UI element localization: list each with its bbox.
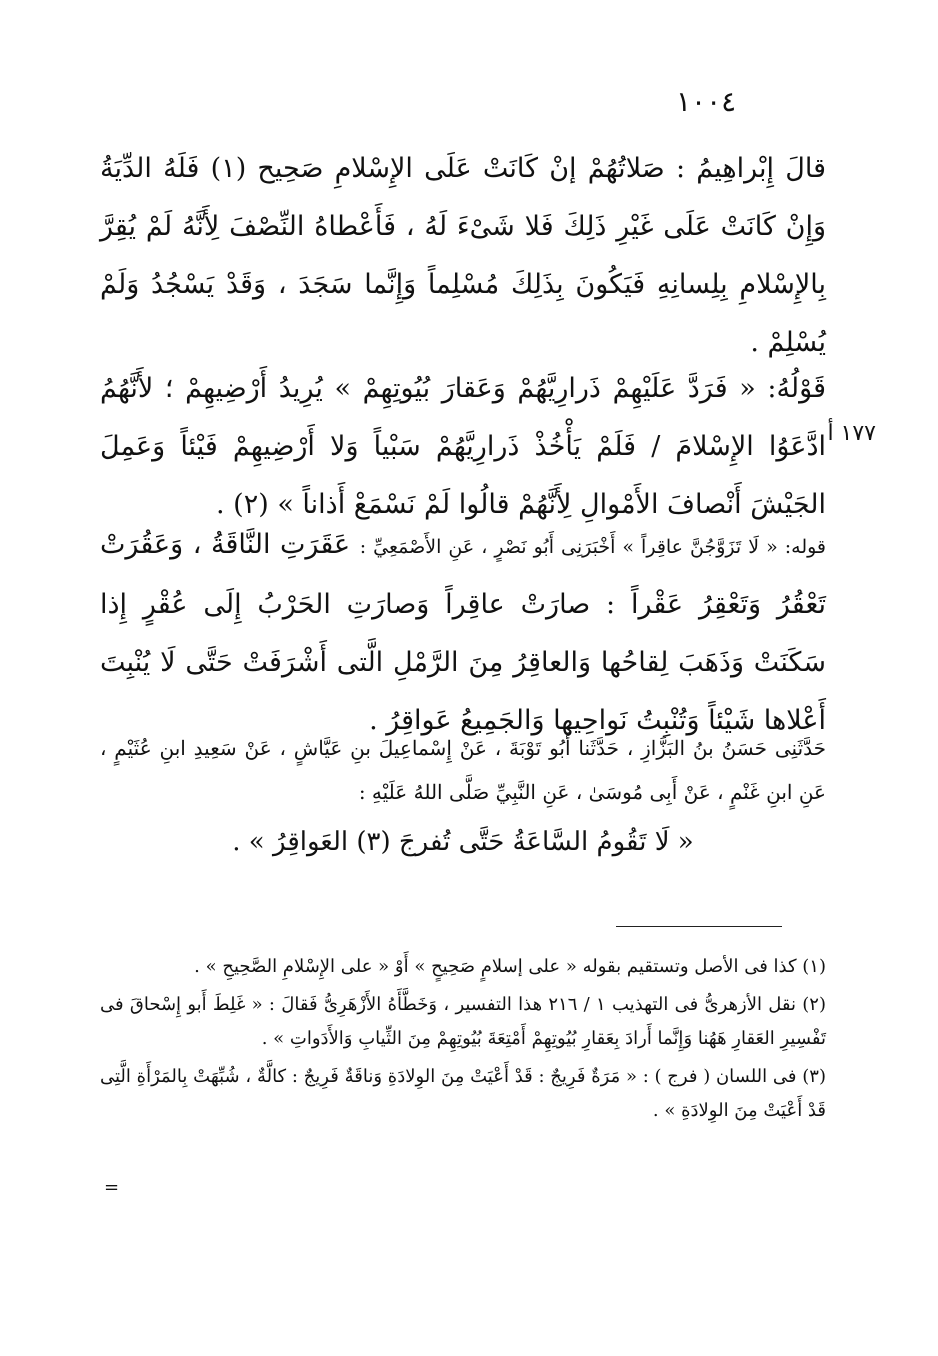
footnote-separator	[616, 926, 782, 927]
footnote-2: (٢) نقل الأزهرىُّ فى التهذيب ١ / ٢١٦ هذا التفسير ، وَخَطَّأَهُ الأَزْهَرِىُّ فَقالَ : « غَلِطَ أَبو إِسْحاقَ فى تَفْسِيرِ العَقارِ هَهُنا وَإِنَّما أَرادَ بِعَقارِ بُيُوتِهِمْ أَمْتِعَةَ بُيُوتِهِمْ مِنَ الثِّيابِ وَالأَدَواتِ » .	[100, 994, 826, 1049]
paragraph-2	[100, 360, 826, 534]
paragraph-4-text: حَدَّثَنِى حَسَنُ بنُ البَزَّازِ ، حَدَّثَنا أَبُو تَوْبَةَ ، عَنْ إِسْماعِيلَ بنِ عَيَّاشٍ ، عَنْ سَعِيدِ ابنِ عُثَيْمٍ ، عَنِ ابنِ غَنْمٍ ، عَنْ أَبِى مُوسَىٰ ، عَنِ النَّبِيِّ صَلَّى اللهُ عَلَيْهِ :	[100, 736, 826, 804]
footnote-1: (١) كذا فى الأصل وتستقيم بقوله « على إسلامٍ صَحِيحٍ » أَوْ « على الإِسْلامِ الصَّحِيحِ » .	[194, 956, 826, 977]
paragraph-4	[100, 726, 826, 870]
paragraph-3-lead: قوله: « لَا تَزَوَّجُنَّ عاقِراً » أَخْبَرَنِى أَبُو نَصْرٍ ، عَنِ الأَصْمَعِيِّ :	[359, 536, 827, 558]
paragraph-3-text: عَقَرَتِ النَّاقَةُ ، وَعَقُرَتْ تَعْقُرُ وَتَعْقِرُ عَقْراً : صارَتْ عاقِراً وَصارَتِ الحَرْبُ إِلَى عُقْرٍ إِذا سَكَنَتْ وَذَهَبَ لِقاحُها وَالعاقِرُ مِنَ الرَّمْلِ الَّتى أَشْرَفَتْ حَتَّى لَا يُنْبِتَ أَعْلاها شَيْئاً وَتُنْبِتُ نَواحِيها وَالجَمِيعُ عَواقِرُ .	[100, 529, 826, 736]
page-number: ١٠٠٤	[676, 85, 737, 118]
paragraph-3	[100, 516, 826, 750]
hadith-quote: « لَا تَقُومُ السَّاعَةُ حَتَّى تُفرجَ (٣) العَواقِرُ » .	[232, 827, 694, 857]
margin-folio-note: ١٧٧ أ	[827, 421, 876, 446]
footnote-3: (٣) فى اللسان ( فرج ) : « مَرَةٌ فَرِيجٌ : قَدْ أَعْيَتْ مِنَ الوِلادَةِ وَناقَةٌ فَرِيجٌ : كالَّةٌ ، شُبِّهَتْ بِالمَرْأَةِ الَّتِى قَدْ أَعْيَتْ مِنَ الوِلادَةِ » .	[100, 1066, 826, 1121]
continuation-mark: =	[104, 1177, 120, 1198]
footnotes	[100, 950, 826, 1132]
paragraph-2-text: قَوْلُهُ: « فَرَدَّ عَلَيْهِمْ ذَرارِيَّهُمْ وَعَقارَ بُيُوتِهِمْ » يُرِيدُ أَرْضِيهِمْ ؛ لأَنَّهُمُ ادَّعَوُا الإِسْلامَ / فَلَمْ يَأْخُذْ ذَرارِيَّهُمْ سَبْياً وَلا أَرْضِيهِمْ فَيْئاً وَعَمِلَ الجَيْشَ أَنْصافَ الأَمْوالِ لِأَنَّهُمْ قالُوا لَمْ نَسْمَعْ أَذاناً » (٢) .	[100, 373, 827, 520]
paragraph-1	[100, 140, 826, 372]
paragraph-1-text: قالَ إِبْراهِيمُ : صَلاتُهُمْ إنْ كَانَتْ عَلَى الإِسْلامِ صَحِيح (١) فَلَهُ الدِّيَةُ وَإِنْ كَانَتْ عَلَى غَيْرِ ذَلِكَ فَلا شَىْءَ لَهُ ، فَأَعْطاهُ النِّصْفَ لِأَنَّهُ لَمْ يُقِرَّ بِالإِسْلامِ بِلِسانِهِ فَيَكُونَ بِذَلِكَ مُسْلِماً وَإِنَّما سَجَدَ ، وَقَدْ يَسْجُدُ وَلَمْ يُسْلِمْ .	[100, 153, 826, 358]
